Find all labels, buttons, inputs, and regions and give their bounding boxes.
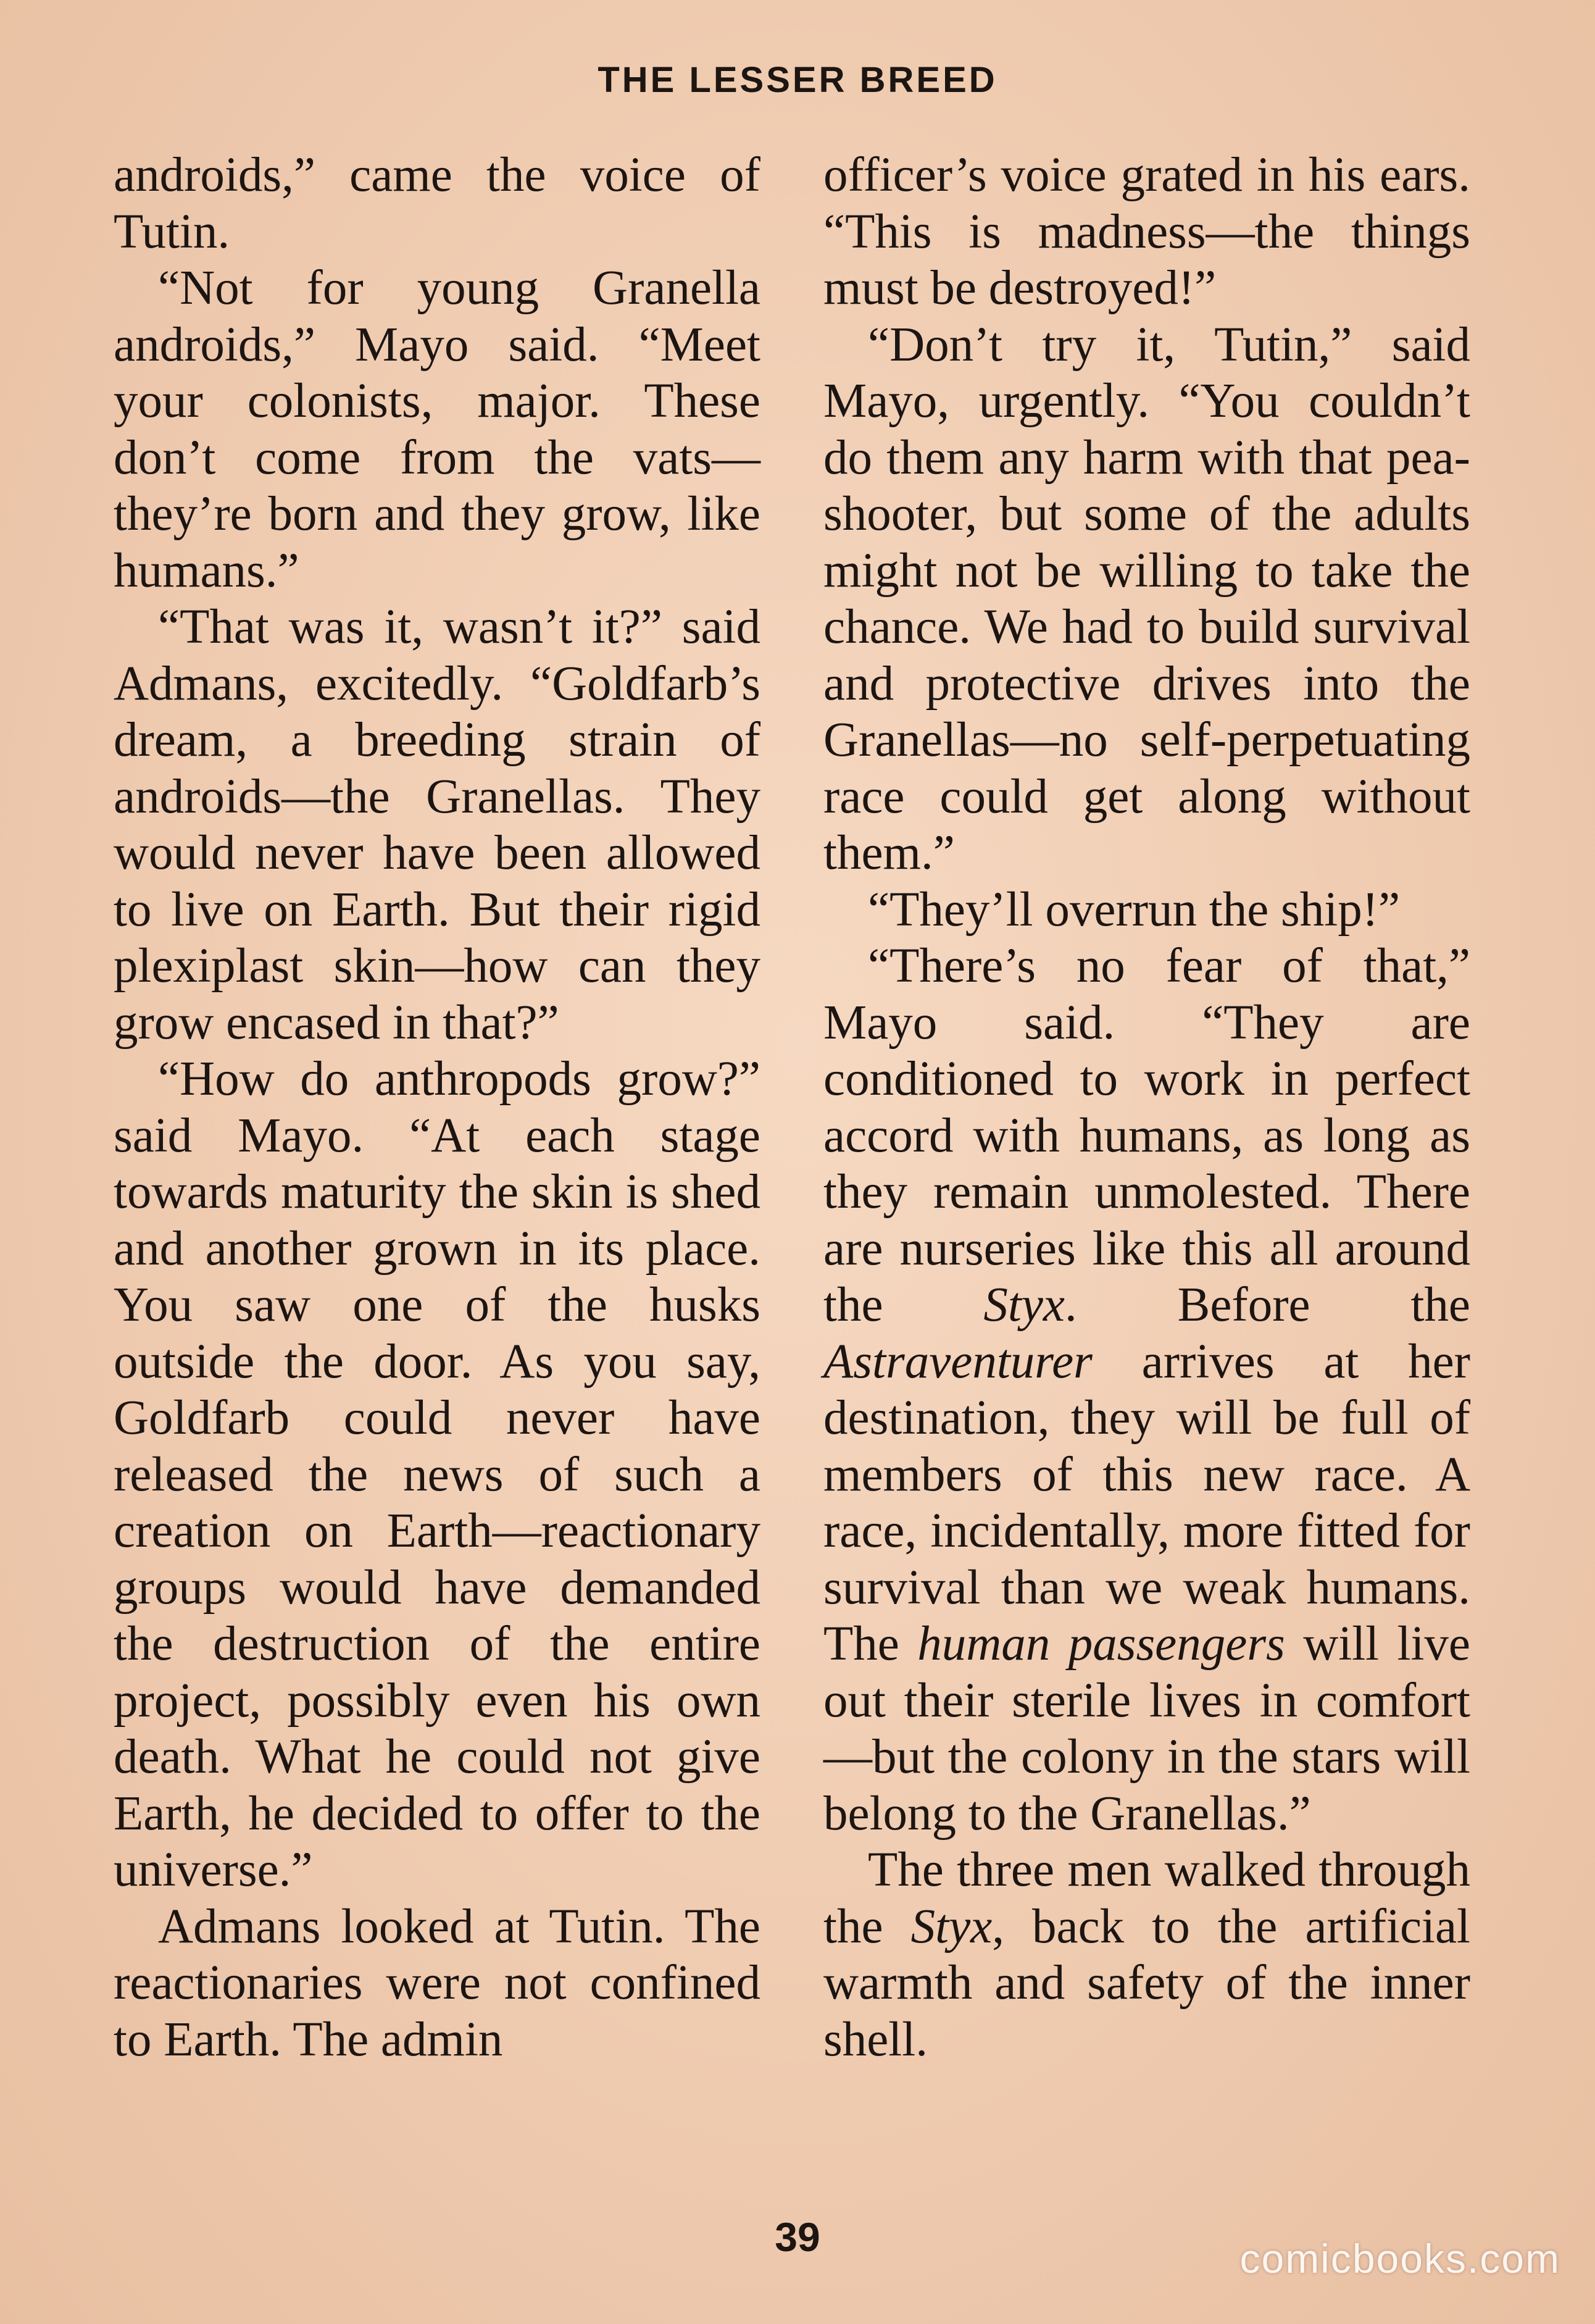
right-column <box>823 147 1470 2068</box>
paragraph <box>823 1842 1470 2068</box>
text-run: . Before the <box>1065 1278 1471 1332</box>
paragraph: Admans looked at Tutin. The reactionaries were not confined to Earth. The admin <box>114 1899 760 2067</box>
ship-name-astraventurer: Astraventurer <box>823 1334 1093 1389</box>
paragraph: “They’ll overrun the ship!” <box>868 882 1401 937</box>
emphasis-human-passengers: human passengers <box>917 1617 1285 1671</box>
paragraph: officer’s voice grated in his ears. “This is madness—the things must be destroyed!” <box>823 148 1470 315</box>
text-run: , back to the artificial warmth and safety of the inner shell. <box>823 1899 1471 2067</box>
ship-name-styx: Styx <box>983 1278 1065 1332</box>
page-number: 39 <box>775 2214 820 2260</box>
paragraph: “Don’t try it, Tutin,” said Mayo, urgently. “You couldn’t do them any harm with that pea-shooter, but some of the adults might not be willing to take the chance. We had to build survival and protective drives into the Granellas—no self-perpetuating race could get along without them.” <box>823 317 1470 880</box>
running-title: THE LESSER BREED <box>598 60 997 100</box>
left-column <box>114 147 760 2068</box>
paragraph: “Not for young Granella androids,” Mayo said. “Meet your colonists, major. These don’t come from the vats—they’re born and they grow, like humans.” <box>114 261 760 598</box>
ship-name-styx: Styx <box>910 1899 993 1954</box>
paragraph: “How do anthropods grow?” said Mayo. “At each stage towards maturity the skin is shed and another grown in its place. You saw one of the husks outside the door. As you say, Goldfarb could never have released the news of such a creation on Earth—reactionary groups would have demanded the destruction of the entire project, possibly even his own death. What he could not give Earth, he decided to offer to the universe.” <box>114 1052 760 1897</box>
text-run: The three men walked through the <box>823 1843 1470 1954</box>
paragraph: androids,” came the voice of Tutin. <box>114 148 760 259</box>
text-run: “There’s no fear of that,” Mayo said. “They are conditioned to work in perfect accord with humans, as long as they remain unmolested. There are nurseries like this all around the <box>823 939 1470 1332</box>
watermark: comicbooks.com <box>1239 2236 1560 2281</box>
text-run: arrives at her destination, they will be full of members of this new race. A race, incidentally, more fitted for survival than we weak humans. The <box>823 1334 1470 1671</box>
text-run: will live out their sterile lives in comfort—but the colony in the stars will belong to the Granellas.” <box>823 1617 1470 1841</box>
paragraph: “That was it, wasn’t it?” said Admans, excitedly. “Goldfarb’s dream, a breeding strain of androids—the Granellas. They would never have been allowed to live on Earth. But their rigid plexiplast skin—how can they grow encased in that?” <box>114 600 760 1050</box>
paragraph <box>823 938 1470 1842</box>
